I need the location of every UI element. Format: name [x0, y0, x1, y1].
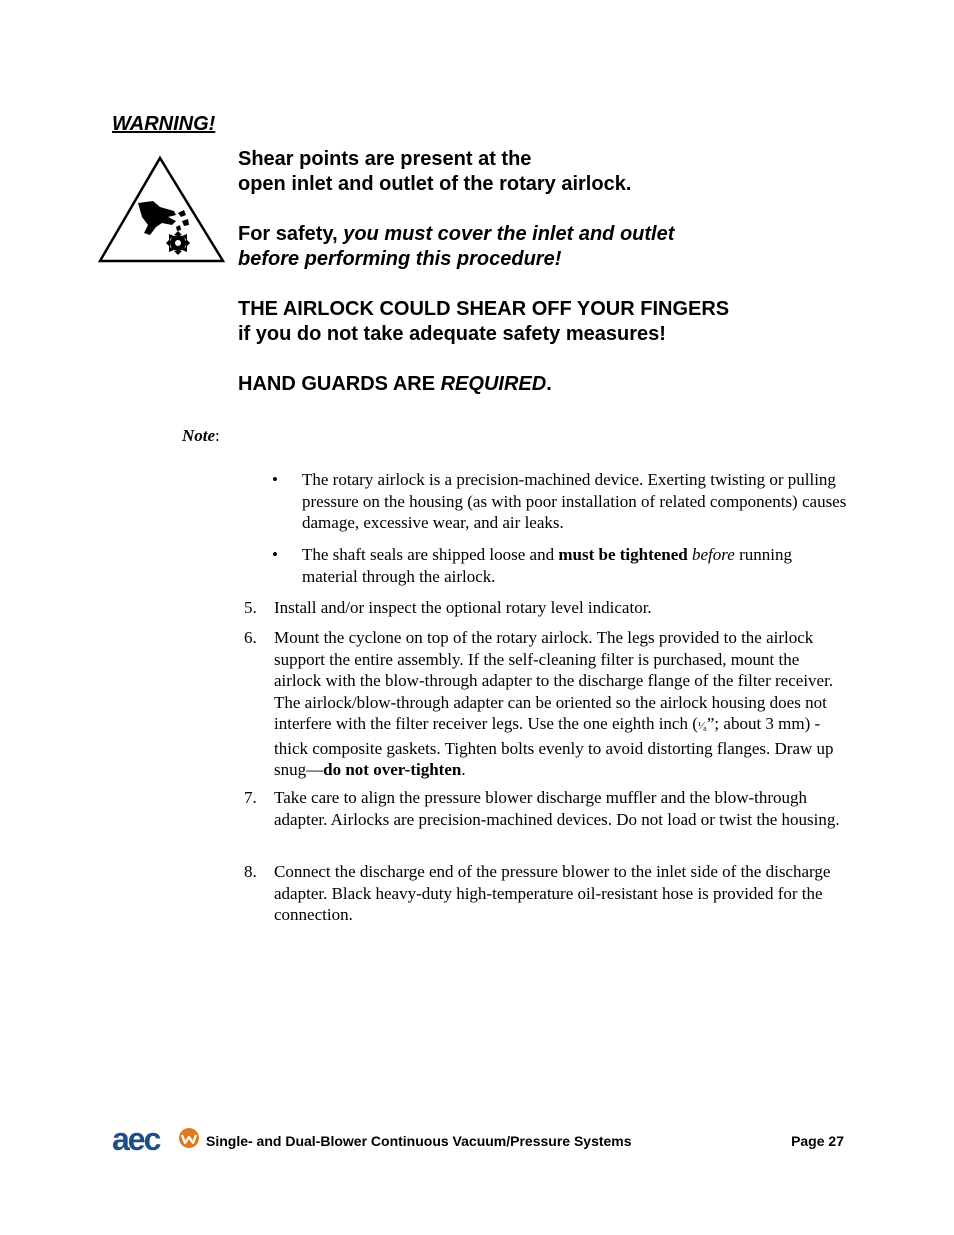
step-number: 6.: [244, 628, 257, 647]
shear-hazard-icon: [98, 155, 226, 265]
bullet-text-part: running material through the airlock.: [302, 545, 792, 586]
hand-guards-emphasis: REQUIRED: [440, 373, 547, 395]
bullet-text-italic: before: [692, 545, 735, 564]
warning-line: if you do not take adequate safety measures!: [238, 323, 666, 345]
step-text: [274, 627, 844, 781]
warning-safety-instruction: [238, 222, 674, 272]
warning-fingers: [238, 297, 729, 347]
step-item: [244, 627, 844, 781]
warning-line: [238, 222, 674, 247]
step-text-part: Mount the cyclone on top of the rotary airlock. The legs provided to the airlock support the entire assembly. If the self-cleaning filter is purchased, mount the airlock with the blow-through adapter to the discharge flange of the filter receiver. The airlock/blow-through adapter can be oriented so the airlock housing does not interfere with the filter receiver legs. Use the one eighth inch (: [274, 628, 834, 733]
note-bullet: [272, 469, 847, 534]
step-text-bold: do not over-tighten: [323, 760, 462, 779]
aec-logo: [112, 1124, 202, 1154]
page-footer: [112, 1124, 844, 1154]
fraction: ¹⁄₈: [697, 720, 707, 732]
bullet-text-part: The shaft seals are shipped loose and: [302, 545, 559, 564]
note-bullet: [272, 544, 847, 587]
safety-emphasis: before performing this procedure!: [238, 248, 562, 270]
step-text: Connect the discharge end of the pressure blower to the inlet side of the discharge adapter. Black heavy-duty high-temperature oil-resistant hose is provided for the connection.: [274, 862, 831, 924]
warning-shear-points: [238, 147, 631, 197]
note-label-colon: :: [215, 426, 220, 445]
footer-title: Single- and Dual-Blower Continuous Vacuum/Pressure Systems: [206, 1133, 632, 1149]
bullet-text-bold: must be tightened: [558, 545, 688, 564]
bullet-text: The rotary airlock is a precision-machined device. Exerting twisting or pulling pressure on the housing (as with poor installation of related components) causes damage, excessive wear, and air leaks.: [302, 470, 847, 532]
step-item: [244, 597, 844, 619]
warning-heading: WARNING!: [112, 113, 216, 135]
note-label-text: Note: [182, 426, 216, 445]
step-number: 8.: [244, 862, 257, 881]
step-text: Take care to align the pressure blower discharge muffler and the blow-through adapter. Airlocks are precision-machined devices. Do not load or twist the housing.: [274, 788, 840, 829]
step-text: Install and/or inspect the optional rotary level indicator.: [274, 598, 652, 617]
warning-line: THE AIRLOCK COULD SHEAR OFF YOUR FINGERS: [238, 298, 730, 320]
hand-guards-suffix: .: [546, 373, 552, 395]
bullet-dot: •: [272, 545, 278, 564]
step-item: [244, 861, 844, 926]
warning-hand-guards: [238, 372, 552, 397]
safety-prefix: For safety,: [238, 223, 344, 245]
step-number: 5.: [244, 598, 257, 617]
step-text-part: ”; about 3 mm) -thick composite gaskets. Tighten bolts evenly to avoid distorting flanges. Draw up snug—: [274, 714, 834, 779]
step-item: [244, 787, 844, 830]
safety-emphasis: you must cover the inlet and outlet: [343, 223, 675, 245]
bullet-dot: •: [272, 470, 278, 489]
aec-logo-text: aec: [112, 1124, 160, 1154]
warning-line: open inlet and outlet of the rotary airlock.: [238, 173, 632, 195]
warning-line: Shear points are present at the: [238, 148, 532, 170]
bullet-text: [302, 544, 847, 587]
step-number: 7.: [244, 788, 257, 807]
hand-guards-prefix: HAND GUARDS ARE: [238, 373, 441, 395]
step-text-part: .: [461, 760, 466, 779]
page-number: Page 27: [791, 1133, 844, 1149]
note-label: [182, 426, 220, 446]
